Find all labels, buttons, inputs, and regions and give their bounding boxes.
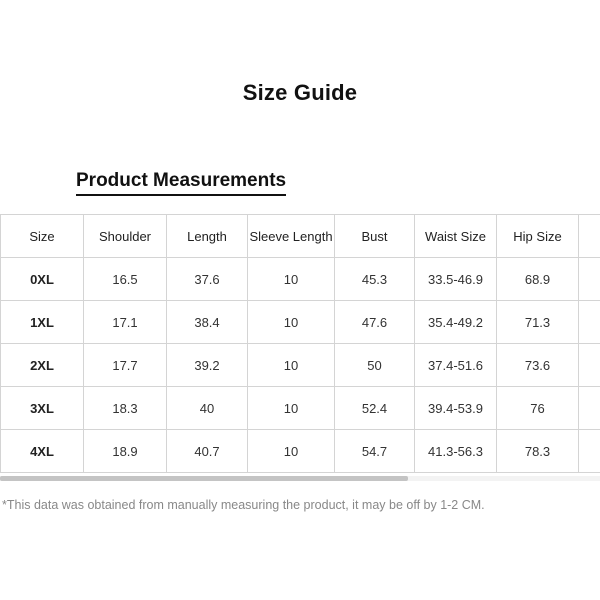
table-cell: 35.4-49.2 xyxy=(415,301,497,344)
table-cell: 18.9 xyxy=(84,430,167,473)
table-cell: 71.3 xyxy=(497,301,579,344)
footnote: *This data was obtained from manually measuring the product, it may be off by 1-2 CM. xyxy=(2,498,485,512)
table-cell: 39.2 xyxy=(167,344,248,387)
table-cell: 52.4 xyxy=(335,387,415,430)
size-table xyxy=(0,214,600,473)
header-hip-size: Hip Size xyxy=(497,215,579,258)
table-cell: 76 xyxy=(497,387,579,430)
table-cell: 2XL xyxy=(1,344,84,387)
table-cell: 78.3 xyxy=(497,430,579,473)
table-cell xyxy=(579,344,600,387)
table-cell: 37.6 xyxy=(167,258,248,301)
table-cell: 37.4-51.6 xyxy=(415,344,497,387)
header-length: Length xyxy=(167,215,248,258)
table-cell: 40.7 xyxy=(167,430,248,473)
page-title: Size Guide xyxy=(242,80,358,105)
header-sleeve-length: Sleeve Length xyxy=(248,215,335,258)
table-row xyxy=(1,301,600,344)
table-row xyxy=(1,258,600,301)
table-cell: 39.4-53.9 xyxy=(415,387,497,430)
table-cell: 4XL xyxy=(1,430,84,473)
table-cell: 10 xyxy=(248,258,335,301)
table-cell xyxy=(579,258,600,301)
table-cell: 10 xyxy=(248,387,335,430)
table-cell xyxy=(579,387,600,430)
table-row xyxy=(1,430,600,473)
size-table-container[interactable] xyxy=(0,214,600,476)
scrollbar-thumb[interactable] xyxy=(0,476,408,481)
header-extra xyxy=(579,215,600,258)
table-cell: 17.1 xyxy=(84,301,167,344)
table-cell: 10 xyxy=(248,344,335,387)
table-cell: 40 xyxy=(167,387,248,430)
table-cell: 33.5-46.9 xyxy=(415,258,497,301)
header-size: Size xyxy=(1,215,84,258)
table-cell: 16.5 xyxy=(84,258,167,301)
table-cell: 3XL xyxy=(1,387,84,430)
table-cell: 54.7 xyxy=(335,430,415,473)
table-cell: 18.3 xyxy=(84,387,167,430)
table-cell: 38.4 xyxy=(167,301,248,344)
horizontal-scrollbar[interactable] xyxy=(0,476,600,481)
table-cell: 68.9 xyxy=(497,258,579,301)
table-cell: 10 xyxy=(248,430,335,473)
section-title: Product Measurements xyxy=(76,170,286,196)
header-waist-size: Waist Size xyxy=(415,215,497,258)
table-cell: 10 xyxy=(248,301,335,344)
header-bust: Bust xyxy=(335,215,415,258)
table-cell: 50 xyxy=(335,344,415,387)
table-header-row xyxy=(1,215,600,258)
header-shoulder: Shoulder xyxy=(84,215,167,258)
table-cell: 45.3 xyxy=(335,258,415,301)
table-cell: 41.3-56.3 xyxy=(415,430,497,473)
table-row xyxy=(1,387,600,430)
table-row xyxy=(1,344,600,387)
table-cell: 1XL xyxy=(1,301,84,344)
table-cell: 47.6 xyxy=(335,301,415,344)
table-cell xyxy=(579,301,600,344)
table-cell xyxy=(579,430,600,473)
table-cell: 73.6 xyxy=(497,344,579,387)
table-cell: 0XL xyxy=(1,258,84,301)
table-cell: 17.7 xyxy=(84,344,167,387)
